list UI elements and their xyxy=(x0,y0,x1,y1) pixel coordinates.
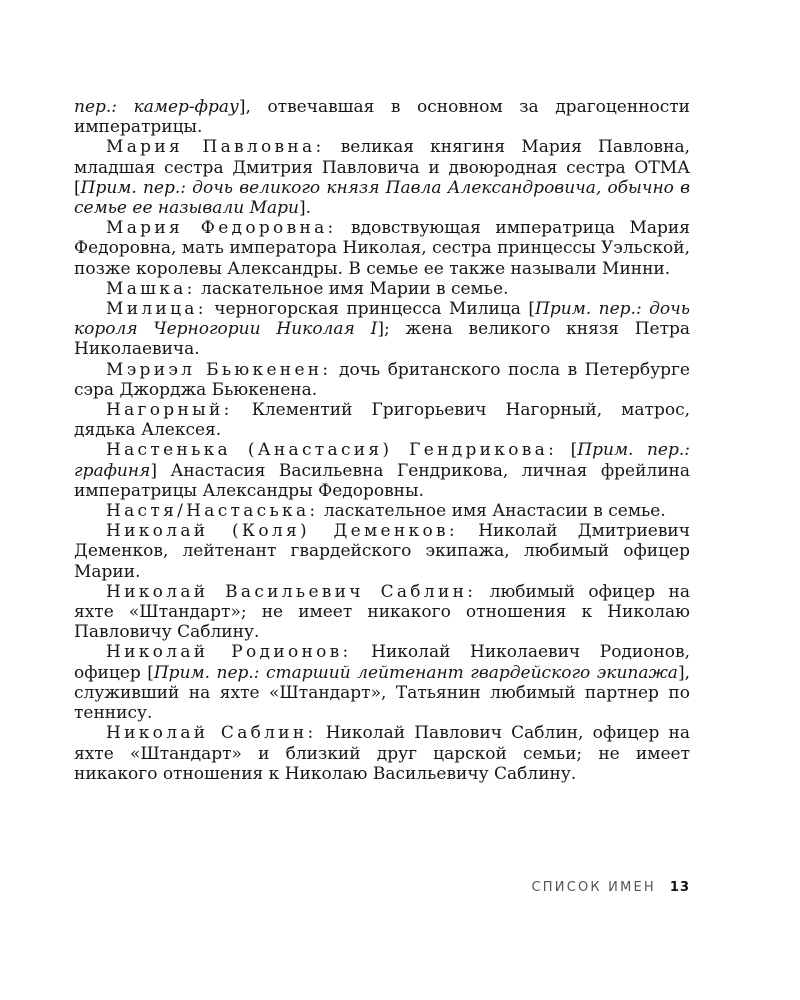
entry-term: Николай Саблин: xyxy=(106,723,317,744)
glossary-entry xyxy=(74,440,690,501)
entry-term: Мария Федоровна: xyxy=(106,218,337,239)
entry-text: ] Анастасия Васильевна Гендрикова, личная фрейлина императрицы Александры Федоровны. xyxy=(74,460,690,501)
entry-text: ласкательное имя Марии в семье. xyxy=(195,278,509,299)
entry-term: Мэриэл Бьюкенен: xyxy=(106,359,332,380)
entry-term: Мария Павловна: xyxy=(106,137,325,158)
entry-term: Нагорный: xyxy=(106,400,233,421)
entry-term: Николай Родионов: xyxy=(106,642,352,663)
entry-term: Николай Васильевич Саблин: xyxy=(106,581,477,602)
glossary-entry xyxy=(74,299,690,360)
entry-text: ], служивший на яхте «Штандарт», Татьянин любимый партнер по теннису. xyxy=(74,662,690,724)
section-title: СПИСОК ИМЕН xyxy=(531,880,656,895)
entry-text: дочь британского посла в Петербурге сэра Джорджа Бьюкенена. xyxy=(74,359,690,400)
glossary-entry xyxy=(74,642,690,723)
glossary-entry xyxy=(74,360,690,400)
translator-note: Прим. пер.: дочь короля Черногории Николая I xyxy=(74,299,690,340)
entry-text: любимый офицер на яхте «Штандарт»; не имеет никакого отношения к Николаю Павловичу Саблину. xyxy=(74,581,690,643)
entry-term: Машка: xyxy=(106,278,196,299)
glossary-entry xyxy=(74,279,690,299)
glossary-entry xyxy=(74,582,690,643)
glossary-entry xyxy=(74,723,690,784)
entry-text: Николай Павлович Саблин, офицер на яхте «Штандарт» и близкий друг царской семьи; не имеет никакого отношения к Николаю Васильевичу Саблину. xyxy=(74,723,690,784)
entry-text: [ xyxy=(557,440,578,461)
entry-term: Милица: xyxy=(106,299,207,320)
translator-note: пер.: камер-фрау xyxy=(74,97,239,117)
entry-text: великая княгиня Мария Павловна, младшая сестра Дмитрия Павловича и двоюродная сестра ОТМА [ xyxy=(74,137,690,198)
translator-note: Прим. пер.: графиня xyxy=(74,440,690,481)
entry-text: черногорская принцесса Милица [ xyxy=(206,299,536,320)
glossary-text xyxy=(74,97,690,784)
entry-text: вдовствующая императрица Мария Федоровна, мать императора Николая, сестра принцессы Уэльской, позже королевы Александры. В семье ее также называли Минни. xyxy=(74,218,690,279)
translator-note: Прим. пер.: старший лейтенант гвардейского экипажа xyxy=(153,662,678,683)
entry-text: ], отвечавшая в основном за драгоценности императрицы. xyxy=(74,97,690,138)
entry-text: Николай Николаевич Родионов, офицер [ xyxy=(74,642,690,683)
entry-text: ]; жена великого князя Петра Николаевича. xyxy=(74,319,690,360)
entry-term: Николай (Коля) Деменков: xyxy=(106,521,458,542)
glossary-entry xyxy=(74,218,690,279)
glossary-entry xyxy=(74,521,690,582)
entry-term: Настенька (Анастасия) Гендрикова: xyxy=(106,440,558,461)
entry-text: ]. xyxy=(298,198,311,219)
glossary-entry xyxy=(74,400,690,440)
page-number: 13 xyxy=(669,880,690,895)
entry-text: ласкательное имя Анастасии в семье. xyxy=(318,501,666,522)
glossary-entry xyxy=(74,97,690,137)
running-footer xyxy=(0,880,690,895)
entry-term: Настя/Настаська: xyxy=(106,501,319,522)
entry-text: Николай Дмитриевич Деменков, лейтенант гвардейского экипажа, любимый офицер Марии. xyxy=(74,521,690,582)
translator-note: Прим. пер.: дочь великого князя Павла Александровича, обычно в семье ее называли Мари xyxy=(74,177,690,219)
glossary-entry xyxy=(74,501,690,521)
glossary-entry xyxy=(74,137,690,218)
entry-text: Клементий Григорьевич Нагорный, матрос, дядька Алексея. xyxy=(74,400,690,441)
